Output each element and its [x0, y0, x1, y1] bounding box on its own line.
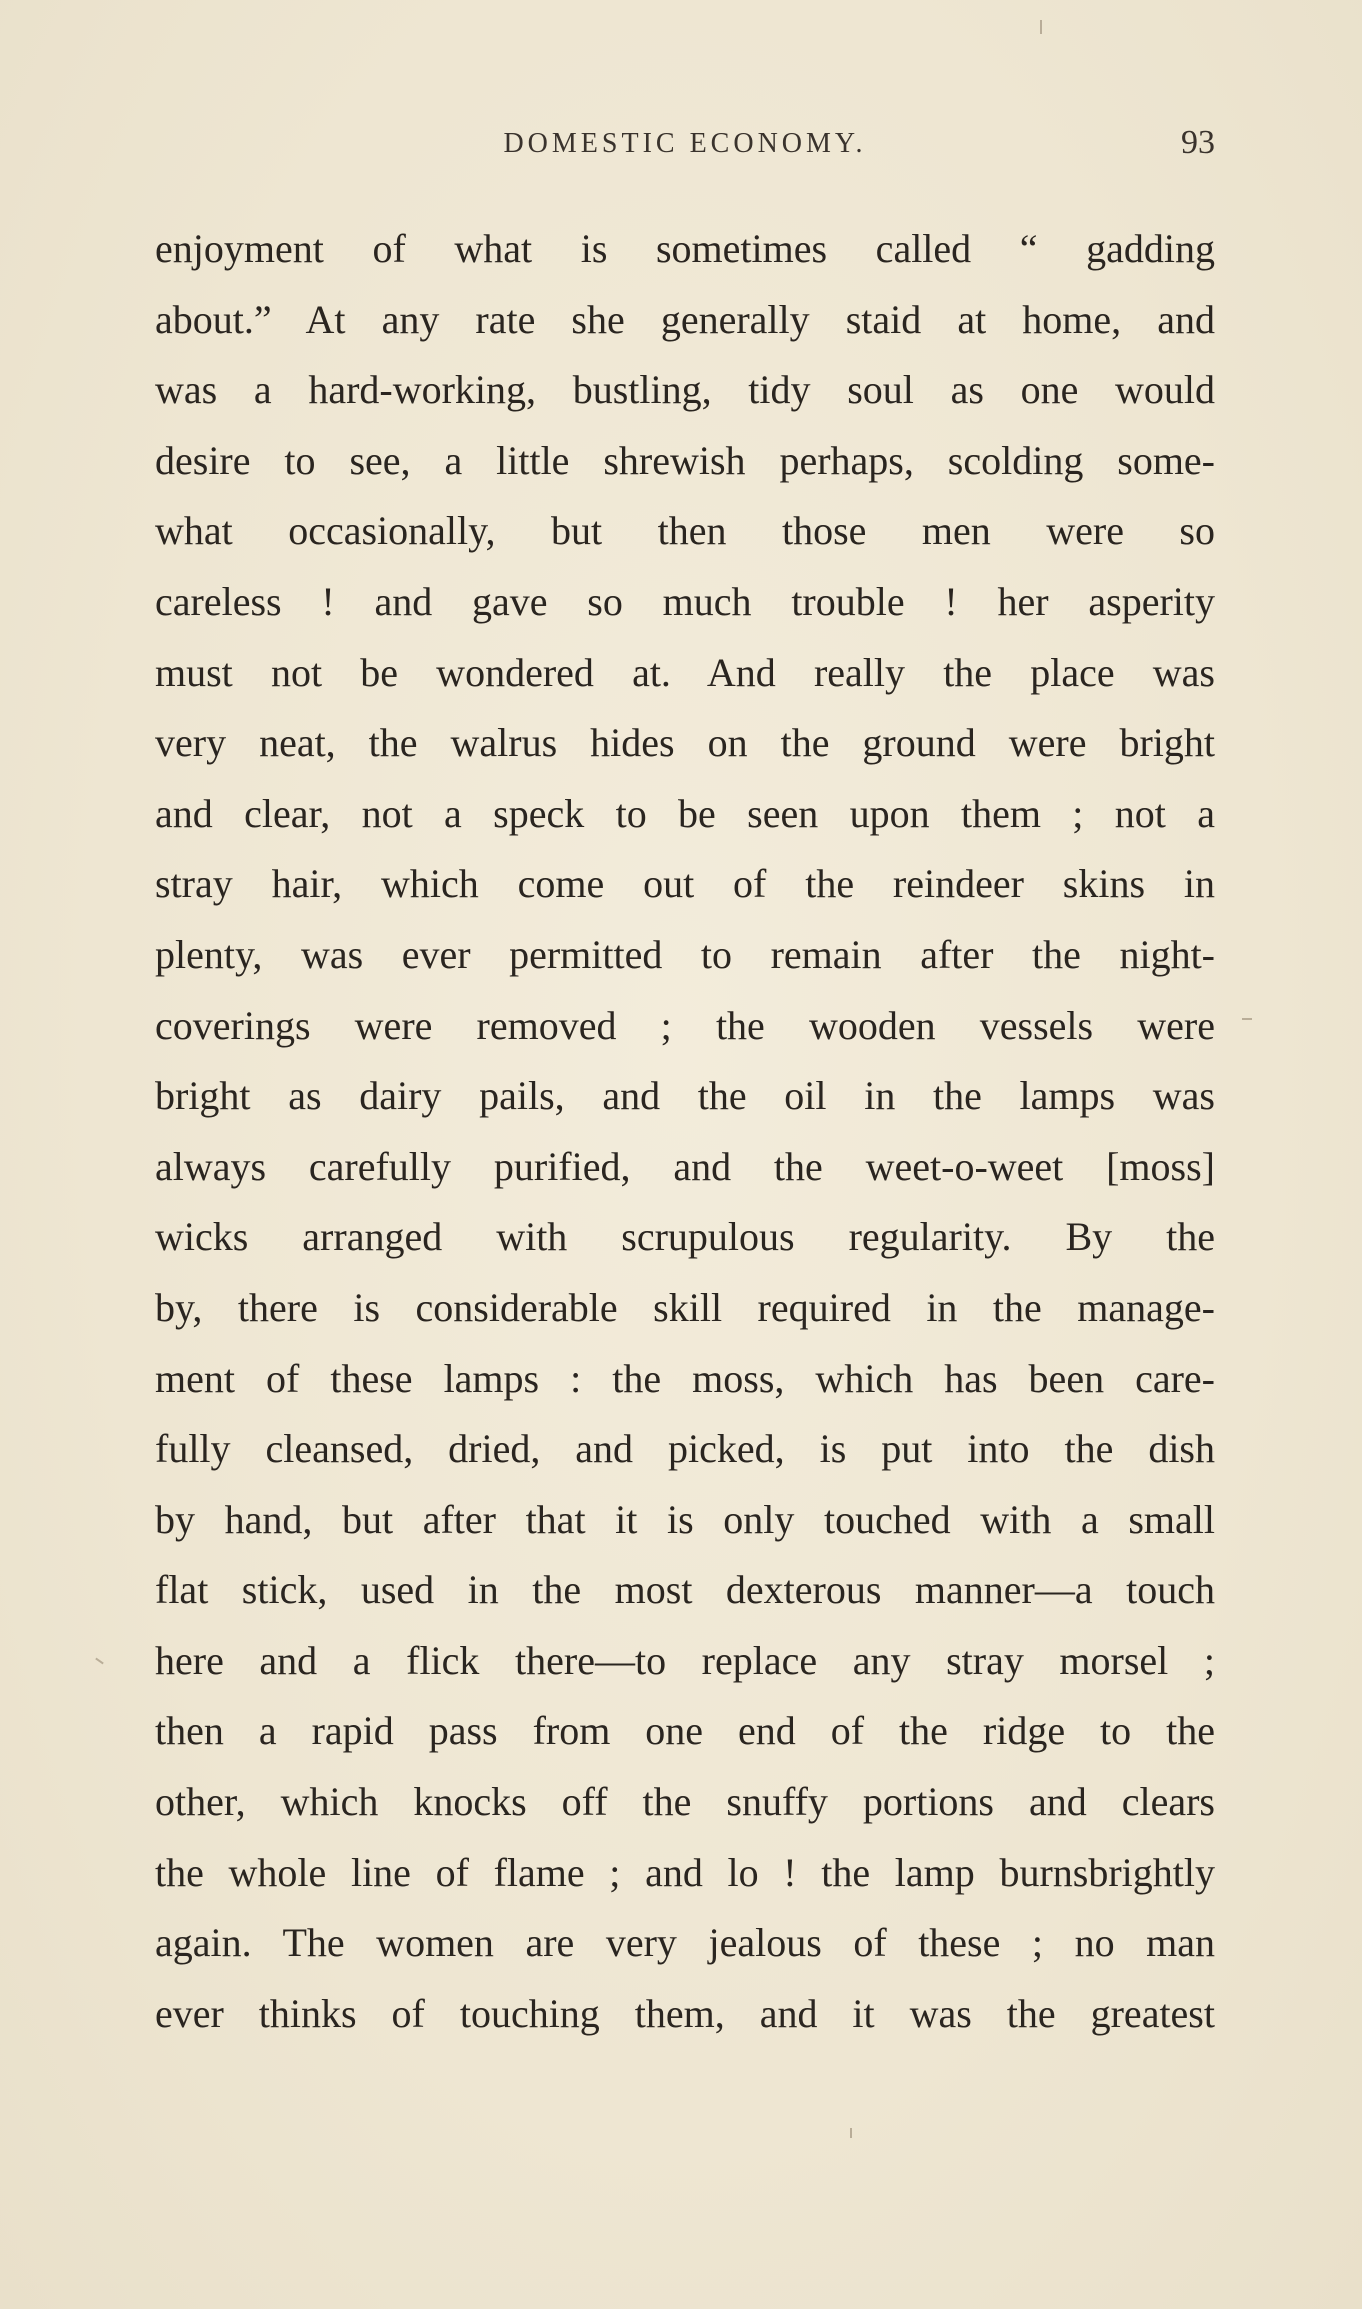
running-title: DOMESTIC ECONOMY. [503, 128, 867, 159]
text-line: coverings were removed ; the wooden vessels were [155, 1002, 1215, 1048]
text-line: ment of these lamps : the moss, which has been care- [155, 1355, 1215, 1401]
text-line: ever thinks of touching them, and it was the greatest [155, 1990, 1215, 2036]
text-line: about.” At any rate she generally staid at home, and [155, 296, 1215, 342]
text-line: very neat, the walrus hides on the ground were bright [155, 720, 1215, 766]
text-line: must not be wondered at. And really the place was [155, 649, 1215, 695]
text-line: by hand, but after that it is only touched with a small [155, 1496, 1215, 1542]
text-line: bright as dairy pails, and the oil in the lamps was [155, 1073, 1215, 1119]
body-text [155, 214, 1215, 2049]
text-line: stray hair, which come out of the reindeer skins in [155, 861, 1215, 907]
stray-mark [1040, 20, 1042, 34]
stray-mark [1242, 1018, 1252, 1020]
text-line: enjoyment of what is sometimes called “ gadding [155, 226, 1215, 271]
text-line: here and a flick there—to replace any stray morsel ; [155, 1637, 1215, 1683]
text-line: the whole line of flame ; and lo ! the lamp burnsbrightly [155, 1849, 1215, 1895]
text-line: fully cleansed, dried, and picked, is put into the dish [155, 1426, 1215, 1472]
text-line: flat stick, used in the most dexterous manner—a touch [155, 1567, 1215, 1613]
text-line: again. The women are very jealous of these ; no man [155, 1920, 1215, 1966]
text-line: and clear, not a speck to be seen upon them ; not a [155, 790, 1215, 836]
text-line: then a rapid pass from one end of the ridge to the [155, 1708, 1215, 1754]
stray-mark [95, 1658, 104, 1665]
text-line: always carefully purified, and the weet-o-weet [moss] [155, 1143, 1215, 1189]
text-line: careless ! and gave so much trouble ! her asperity [155, 578, 1215, 624]
running-header [155, 124, 1215, 172]
page-number: 93 [1181, 124, 1215, 161]
stray-mark [850, 2128, 852, 2138]
text-line: other, which knocks off the snuffy portions and clears [155, 1779, 1215, 1825]
text-line: desire to see, a little shrewish perhaps, scolding some- [155, 437, 1215, 483]
text-line: what occasionally, but then those men were so [155, 508, 1215, 554]
text-line: plenty, was ever permitted to remain after the night- [155, 931, 1215, 977]
text-line: by, there is considerable skill required in the manage- [155, 1284, 1215, 1330]
text-line: wicks arranged with scrupulous regularity. By the [155, 1214, 1215, 1260]
text-line: was a hard-working, bustling, tidy soul as one would [155, 367, 1215, 413]
